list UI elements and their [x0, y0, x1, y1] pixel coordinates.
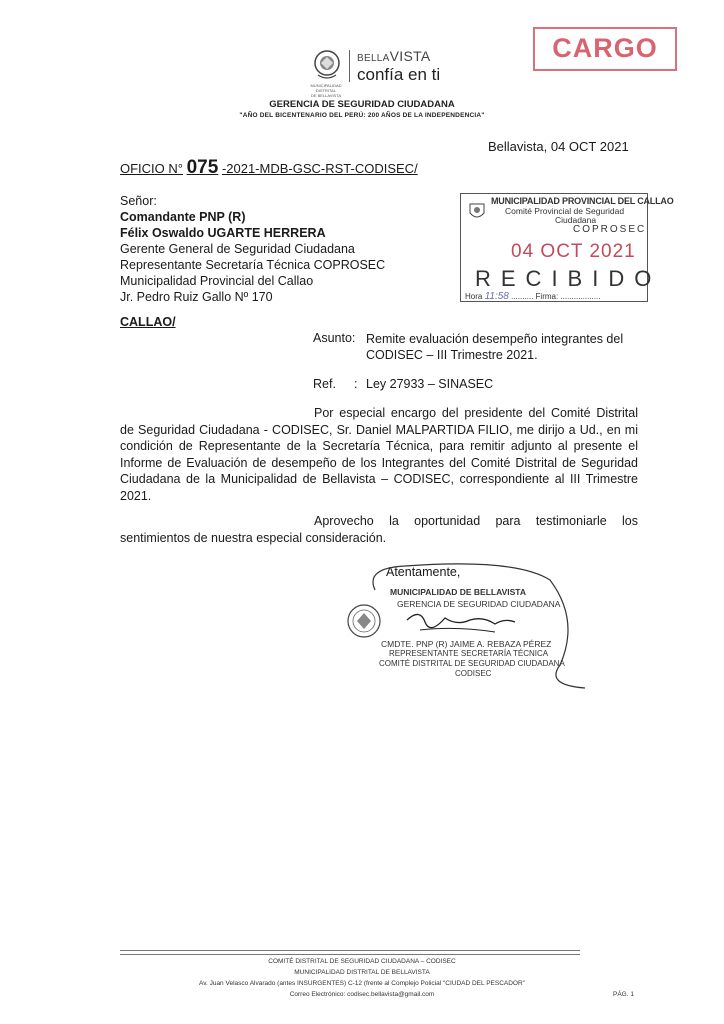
- closing: Atentamente,: [386, 565, 461, 579]
- signer-role: REPRESENTANTE SECRETARÍA TÉCNICA: [389, 649, 549, 658]
- signature-block: [345, 560, 605, 690]
- brand-tagline: confía en ti: [357, 65, 441, 84]
- stamp-hora: Hora 11:58 .......... Firma: ..................: [465, 291, 601, 302]
- logo-divider: [349, 50, 350, 82]
- stamp-received: RECIBIDO: [475, 266, 662, 291]
- ref-colon: :: [354, 377, 358, 391]
- recipient-salutation: Señor:: [120, 194, 157, 208]
- municipal-seal-icon: [310, 48, 344, 84]
- recipient-title: Representante Secretaría Técnica COPROSEC: [120, 258, 386, 272]
- body-paragraph: Por especial encargo del presidente del Comité Distrital de Seguridad Ciudadana - CODISEC, Sr. Daniel MALPARTIDA FILIO, me dirijo a Ud., en mi condición de Representante de la Secretaría Técnica, para remitir adjunto al presente el Informe de Evaluación de desempeño de los Integrantes del Comité Distrital de Seguridad Ciudadana de la Municipalidad de Bellavista – CODISEC, correspondiente al III Trimestre 2021.: [120, 406, 638, 503]
- year-motto: "AÑO DEL BICENTENARIO DEL PERÚ: 200 AÑOS DE LA INDEPENDENCIA": [239, 112, 485, 119]
- stamp-date: 04 OCT 2021: [511, 241, 636, 262]
- ref-value: Ley 27933 – SINASEC: [366, 377, 494, 391]
- signature-stamp-line: GERENCIA DE SEGURIDAD CIUDADANA: [397, 599, 561, 609]
- ref-label: Ref.: [313, 377, 336, 391]
- seal-caption: MUNICIPALIDAD DISTRITAL DE BELLAVISTA: [310, 83, 342, 98]
- reception-stamp: [460, 193, 674, 302]
- municipal-logo: [300, 38, 470, 98]
- oficio-number: OFICIO N° 075 -2021-MDB-GSC-RST-CODISEC/: [120, 157, 418, 178]
- cargo-stamp: CARGO: [533, 27, 677, 71]
- stamp-line: Ciudadana: [555, 215, 597, 225]
- stamp-line: COPROSEC: [573, 224, 647, 235]
- recipient-rank: Comandante PNP (R): [120, 210, 246, 224]
- asunto-label: Asunto:: [313, 331, 356, 345]
- signature-seal-icon: [345, 600, 383, 642]
- recipient-institution: Municipalidad Provincial del Callao: [120, 274, 314, 288]
- office-header: GERENCIA DE SEGURIDAD CIUDADANA: [269, 99, 455, 110]
- recipient-name: Félix Oswaldo UGARTE HERRERA: [120, 226, 326, 240]
- recipient-title: Gerente General de Seguridad Ciudadana: [120, 242, 355, 256]
- footer-email: Correo Electrónico: codisec.bellavista@gmail.com: [289, 991, 435, 998]
- document-date: Bellavista, 04 OCT 2021: [488, 139, 629, 154]
- recipient-city: CALLAO/: [120, 315, 176, 329]
- signer-name: CMDTE. PNP (R) JAIME A. REBAZA PÉREZ: [381, 639, 552, 649]
- footer-line: COMITÉ DISTRITAL DE SEGURIDAD CIUDADANA – CODISEC: [268, 958, 456, 965]
- footer-line: Av. Juan Velasco Alvarado (antes INSURGENTES) C-12 (frente al Complejo Policial "CIUDAD DEL PESCADOR": [198, 980, 525, 987]
- recipient-address: Jr. Pedro Ruiz Gallo Nº 170: [120, 290, 273, 304]
- signer-role: CODISEC: [455, 669, 492, 678]
- page-number: PÁG. 1: [613, 991, 634, 998]
- footer-divider: [120, 950, 580, 955]
- brand-name: BELLAVISTA: [357, 48, 431, 64]
- stamp-seal-icon: [467, 200, 487, 222]
- signer-role: COMITÉ DISTRITAL DE SEGURIDAD CIUDADANA: [379, 659, 565, 668]
- footer-line: MUNICIPALIDAD DISTRITAL DE BELLAVISTA: [294, 969, 430, 976]
- body-paragraph: Aprovecho la oportunidad para testimoniarle los sentimientos de nuestra especial consideración.: [120, 514, 638, 545]
- stamp-line: Comité Provincial de Seguridad: [505, 206, 625, 216]
- asunto-value: Remite evaluación desempeño integrantes del CODISEC – III Trimestre 2021.: [366, 332, 624, 362]
- signature-stamp-line: MUNICIPALIDAD DE BELLAVISTA: [390, 587, 526, 597]
- stamp-line: MUNICIPALIDAD PROVINCIAL DEL CALLAO: [491, 196, 674, 206]
